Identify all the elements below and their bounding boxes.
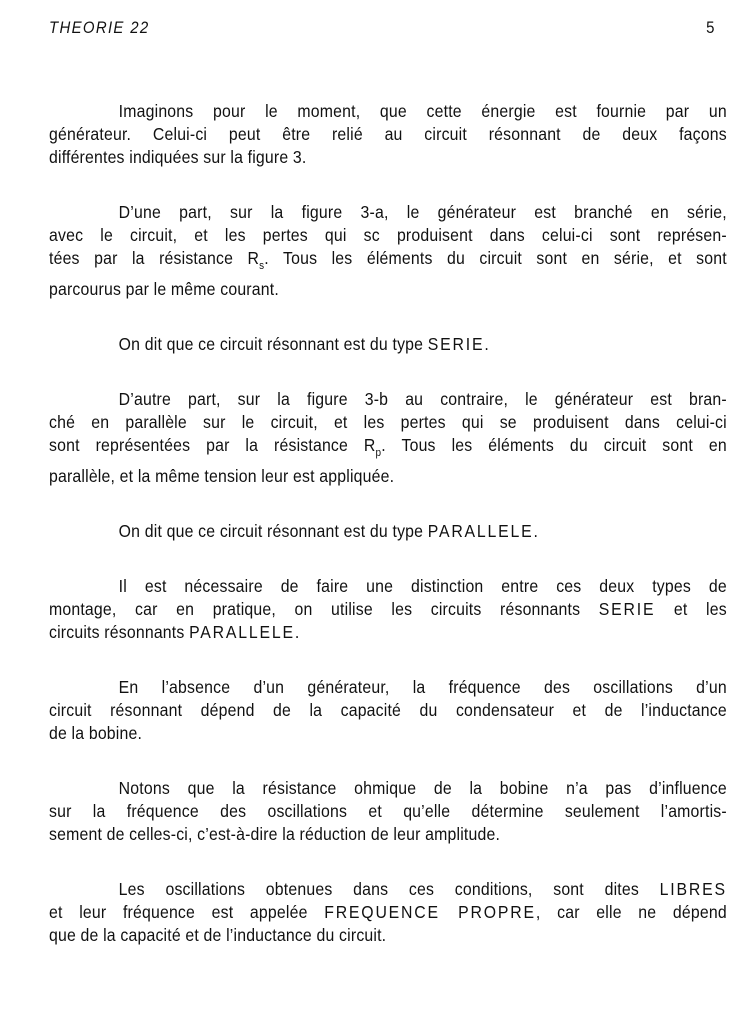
subscript-rp: p: [375, 447, 382, 459]
paragraph-free-oscillations: [49, 878, 727, 947]
text-line: Les oscillations obtenues dans ces conditions, sont dites LIBRES: [118, 879, 727, 899]
text-line: que de la capacité et de l’inductance du circuit.: [49, 925, 387, 945]
text-line: parcourus par le même courant.: [49, 279, 279, 299]
paragraph-ohmic-resistance: [49, 777, 727, 846]
text-line: avec le circuit, et les pertes qui sc produisent dans celui-ci sont représen-: [49, 225, 727, 245]
text-line: Imaginons pour le moment, que cette énergie est fournie par un: [118, 101, 727, 121]
text-line: sur la fréquence des oscillations et qu’elle détermine seulement l’amortis-: [49, 801, 727, 821]
text-line: Il est nécessaire de faire une distinction entre ces deux types de: [118, 576, 727, 596]
text-line: parallèle, et la même tension leur est appliquée.: [49, 466, 395, 486]
term-libres: LIBRES: [659, 879, 727, 899]
text-line: D’autre part, sur la figure 3-b au contraire, le générateur est bran-: [118, 389, 727, 409]
term-parallele: PARALLELE: [427, 521, 534, 541]
paragraph-free-frequency: [49, 676, 727, 745]
term-serie: SERIE: [427, 334, 485, 354]
text-line: On dit que ce circuit résonnant est du type SERIE.: [118, 334, 489, 354]
paragraph-series-type: [49, 333, 727, 356]
term-frequence-propre: FREQUENCE PROPRE: [324, 902, 536, 922]
text-line: et leur fréquence est appelée FREQUENCE PROPRE, car elle ne dépend: [49, 902, 727, 922]
subscript-rs: s: [259, 260, 265, 272]
paragraph-series-connection: [49, 201, 727, 301]
text-line: différentes indiquées sur la figure 3.: [49, 147, 307, 167]
page-header: [49, 18, 714, 42]
text-line: de la bobine.: [49, 723, 143, 743]
text-line: générateur. Celui-ci peut être relié au circuit résonnant de deux façons: [49, 124, 727, 144]
text-line: tées par la résistance $R_s$. Tous les éléments du circuit sont en série, et sont: [49, 248, 727, 272]
paragraph-parallel-connection: [49, 388, 727, 488]
page-number: 5: [705, 18, 714, 37]
text-line: En l’absence d’un générateur, la fréquence des oscillations d’un: [118, 677, 727, 697]
paragraph-generator-intro: [49, 100, 727, 169]
text-line: On dit que ce circuit résonnant est du type PARALLELE.: [118, 521, 539, 541]
running-title: THEORIE 22: [49, 18, 150, 37]
text-line: ché en parallèle sur le circuit, et les pertes qui se produisent dans celui-ci: [49, 412, 727, 432]
text-line: Notons que la résistance ohmique de la bobine n’a pas d’influence: [118, 778, 727, 798]
text-line: montage, car en pratique, on utilise les circuits résonnants SERIE et les: [49, 599, 727, 619]
page-body: [49, 100, 727, 947]
text-line: sement de celles-ci, c’est-à-dire la réduction de leur amplitude.: [49, 824, 501, 844]
text-line: sont représentées par la résistance $R_p$. Tous les éléments du circuit sont en: [49, 435, 727, 459]
paragraph-distinction: [49, 575, 727, 644]
paragraph-parallel-type: [49, 520, 727, 543]
text-line: circuit résonnant dépend de la capacité du condensateur et de l’inductance: [49, 700, 727, 720]
text-line: circuits résonnants PARALLELE.: [49, 622, 300, 642]
text-line: D’une part, sur la figure 3-a, le générateur est branché en série,: [118, 202, 727, 222]
